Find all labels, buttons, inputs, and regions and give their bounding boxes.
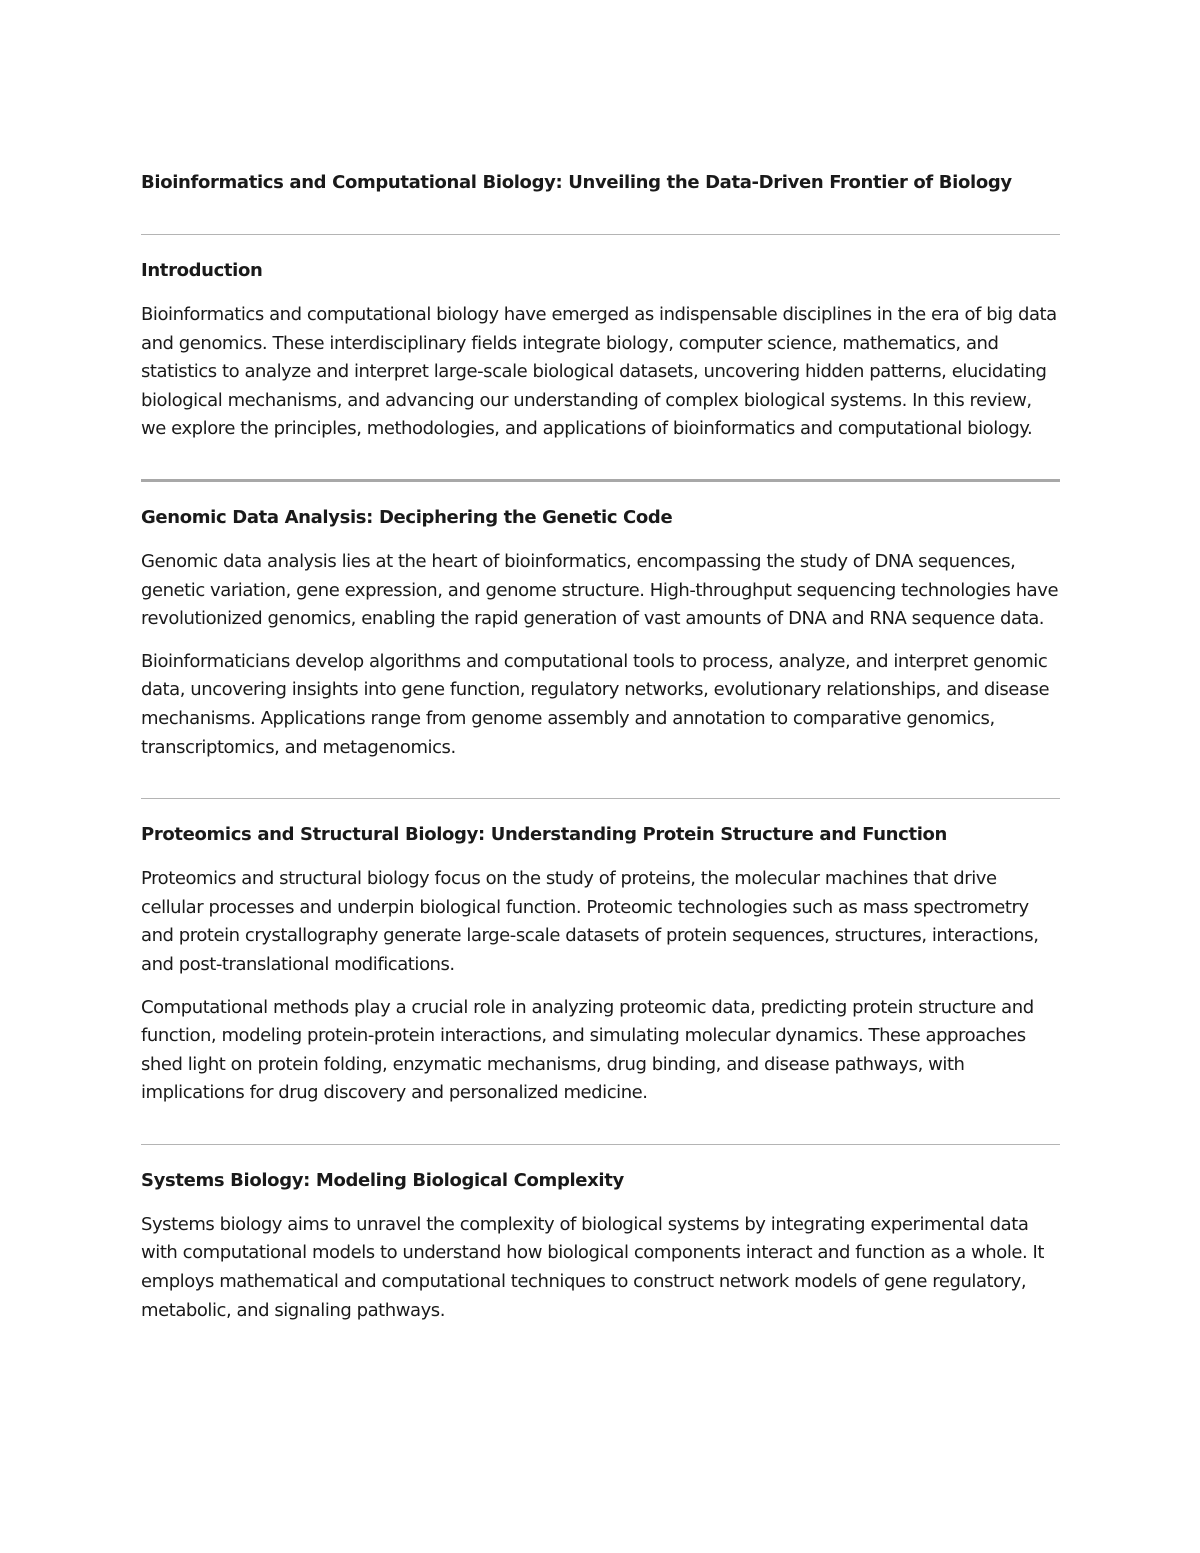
paragraph: Systems biology aims to unravel the complexity of biological systems by integrating experimental data with computational models to understand how biological components interact and function as a whole. It employs mathematical and computational techniques to construct network models of gene regulatory, metabolic, and signaling pathways. (141, 1213, 1045, 1321)
section-heading: Introduction (141, 260, 263, 281)
section-genomic-data-analysis (141, 504, 1060, 762)
section-introduction (141, 257, 1060, 444)
section-systems-biology (141, 1167, 1060, 1325)
section-heading: Proteomics and Structural Biology: Understanding Protein Structure and Function (141, 824, 948, 846)
section-heading: Systems Biology: Modeling Biological Complexity (141, 1169, 624, 1191)
document-title: Bioinformatics and Computational Biology: Unveiling the Data-Driven Frontier of Biology (141, 172, 1012, 193)
paragraph: Computational methods play a crucial role in analyzing proteomic data, predicting protein structure and function, modeling protein-protein interactions, and simulating molecular dynamics. These approaches shed light on protein folding, enzymatic mechanisms, drug binding, and disease pathways, with implications for drug discovery and personalized medicine. (141, 996, 1034, 1104)
paragraph: Proteomics and structural biology focus on the study of proteins, the molecular machines that drive cellular processes and underpin biological function. Proteomic technologies such as mass spectrometry and protein crystallography generate large-scale datasets of protein sequences, structures, interactions, and post-translational modifications. (141, 868, 1039, 975)
section-divider (141, 1144, 1060, 1145)
section-heading: Genomic Data Analysis: Deciphering the Genetic Code (141, 506, 673, 528)
paragraph: Genomic data analysis lies at the heart of bioinformatics, encompassing the study of DNA sequences, genetic variation, gene expression, and genome structure. High-throughput sequencing technologies have revolutionized genomics, enabling the rapid generation of vast amounts of DNA and RNA sequence data. (141, 550, 1059, 630)
paragraph: Bioinformaticians develop algorithms and computational tools to process, analyze, and interpret genomic data, uncovering insights into gene function, regulatory networks, evolutionary relationships, and disease mechanisms. Applications range from genome assembly and annotation to comparative genomics, transcriptomics, and metagenomics. (141, 650, 1050, 758)
paragraph: Bioinformatics and computational biology have emerged as indispensable disciplines in the era of big data and genomics. These interdisciplinary fields integrate biology, computer science, mathematics, and statistics to analyze and interpret large-scale biological datasets, uncovering hidden patterns, elucidating biological mechanisms, and advancing our understanding of complex biological systems. In this review, we explore the principles, methodologies, and applications of bioinformatics and computational biology. (141, 304, 1057, 440)
section-proteomics-structural-biology (141, 821, 1060, 1108)
document-page (141, 168, 1060, 1325)
section-divider (141, 234, 1060, 235)
section-divider (141, 798, 1060, 799)
section-divider (141, 479, 1060, 482)
